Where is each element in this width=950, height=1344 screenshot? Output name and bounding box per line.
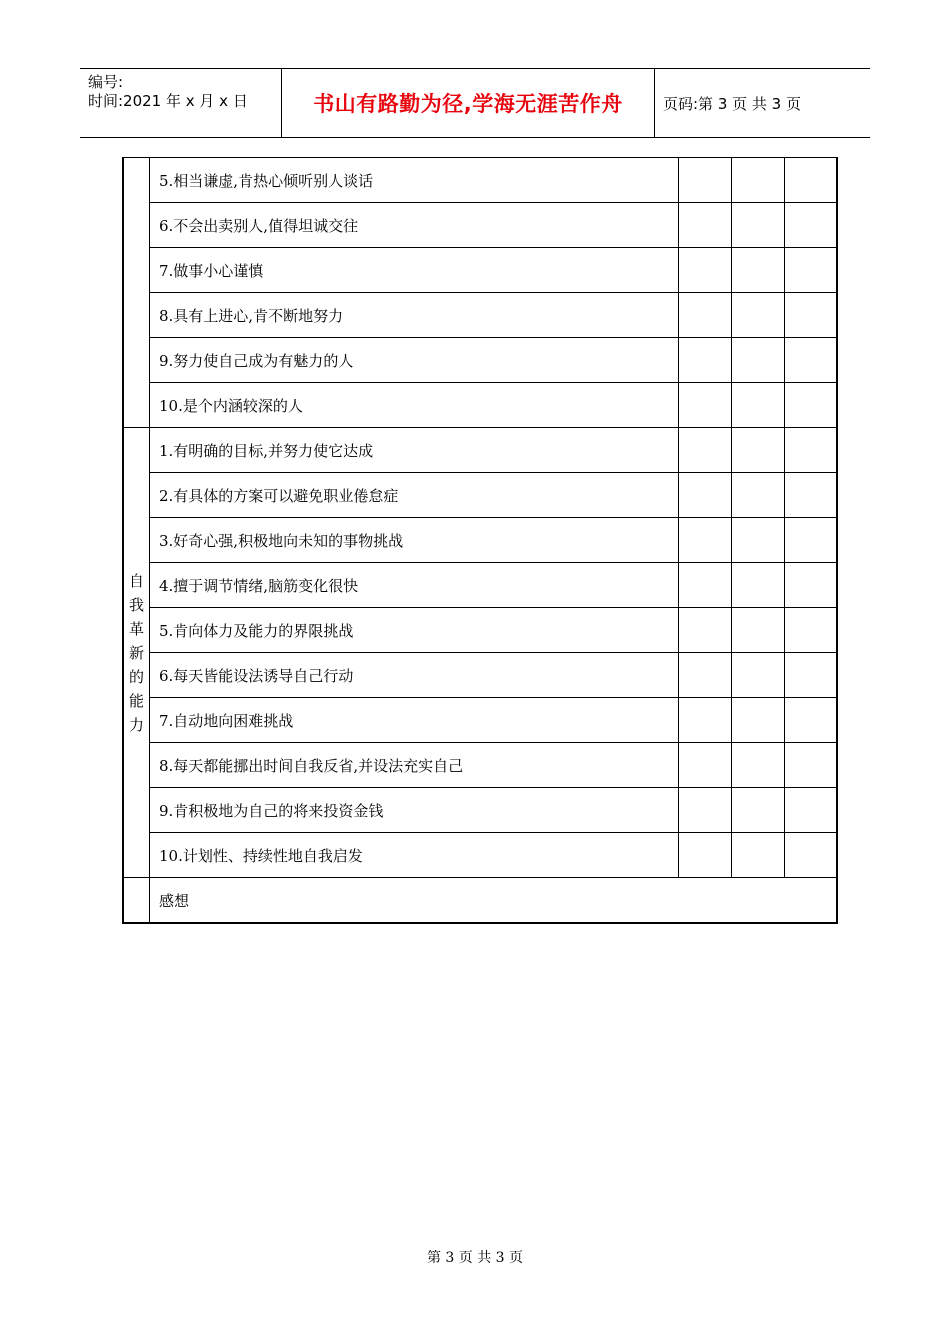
section2-category-cell (123, 428, 150, 878)
score-cell[interactable] (785, 833, 838, 878)
score-cell[interactable] (732, 203, 785, 248)
score-cell[interactable] (732, 248, 785, 293)
score-cell[interactable] (679, 743, 732, 788)
score-cell[interactable] (732, 608, 785, 653)
score-cell[interactable] (679, 563, 732, 608)
table-row (123, 563, 837, 608)
table-row (123, 203, 837, 248)
item-text: 5.相当谦虚,肯热心倾听别人谈话 (150, 158, 679, 203)
score-cell[interactable] (679, 293, 732, 338)
item-text: 10.是个内涵较深的人 (150, 383, 679, 428)
score-cell[interactable] (785, 158, 838, 203)
item-text: 9.努力使自己成为有魅力的人 (150, 338, 679, 383)
item-text: 3.好奇心强,积极地向未知的事物挑战 (150, 518, 679, 563)
score-cell[interactable] (732, 158, 785, 203)
item-text: 2.有具体的方案可以避免职业倦怠症 (150, 473, 679, 518)
score-cell[interactable] (732, 563, 785, 608)
document-header (80, 68, 870, 138)
reflection-label[interactable]: 感想 (150, 878, 838, 924)
score-cell[interactable] (732, 518, 785, 563)
score-cell[interactable] (679, 833, 732, 878)
section1-category-cell (123, 158, 150, 428)
item-text: 5.肯向体力及能力的界限挑战 (150, 608, 679, 653)
score-cell[interactable] (732, 743, 785, 788)
score-cell[interactable] (785, 293, 838, 338)
score-cell[interactable] (785, 203, 838, 248)
table-row (123, 248, 837, 293)
score-cell[interactable] (732, 293, 785, 338)
item-text: 9.肯积极地为自己的将来投资金钱 (150, 788, 679, 833)
category-label: 自我革新的能力 (128, 571, 144, 734)
score-cell[interactable] (679, 518, 732, 563)
score-cell[interactable] (679, 788, 732, 833)
score-cell[interactable] (732, 473, 785, 518)
table-row (123, 383, 837, 428)
table-row (123, 608, 837, 653)
item-text: 7.自动地向困难挑战 (150, 698, 679, 743)
score-cell[interactable] (732, 788, 785, 833)
item-text: 1.有明确的目标,并努力使它达成 (150, 428, 679, 473)
table-row (123, 518, 837, 563)
table-row (123, 653, 837, 698)
score-cell[interactable] (679, 338, 732, 383)
score-cell[interactable] (679, 383, 732, 428)
score-cell[interactable] (732, 338, 785, 383)
item-text: 6.不会出卖别人,值得坦诚交往 (150, 203, 679, 248)
item-text: 8.具有上进心,肯不断地努力 (150, 293, 679, 338)
reflection-category-cell (123, 878, 150, 924)
score-cell[interactable] (785, 743, 838, 788)
table-row (123, 473, 837, 518)
score-cell[interactable] (785, 788, 838, 833)
table-row (123, 833, 837, 878)
score-cell[interactable] (679, 698, 732, 743)
table-row (123, 743, 837, 788)
score-cell[interactable] (732, 833, 785, 878)
score-cell[interactable] (785, 518, 838, 563)
score-cell[interactable] (732, 653, 785, 698)
item-text: 7.做事小心谨慎 (150, 248, 679, 293)
score-cell[interactable] (679, 653, 732, 698)
table-row (123, 293, 837, 338)
score-cell[interactable] (785, 698, 838, 743)
doc-number-label: 编号: (88, 73, 124, 91)
table-row (123, 698, 837, 743)
table-row (123, 338, 837, 383)
table-row (123, 428, 837, 473)
item-text: 10.计划性、持续性地自我启发 (150, 833, 679, 878)
item-text: 8.每天都能挪出时间自我反省,并设法充实自己 (150, 743, 679, 788)
score-cell[interactable] (785, 383, 838, 428)
score-cell[interactable] (679, 473, 732, 518)
header-meta (80, 69, 282, 137)
score-cell[interactable] (785, 248, 838, 293)
score-cell[interactable] (679, 428, 732, 473)
score-cell[interactable] (732, 698, 785, 743)
score-cell[interactable] (785, 608, 838, 653)
item-text: 6.每天皆能设法诱导自己行动 (150, 653, 679, 698)
doc-time-label: 时间:2021 年 x 月 x 日 (88, 92, 248, 110)
score-cell[interactable] (785, 338, 838, 383)
assessment-table (122, 157, 838, 924)
score-cell[interactable] (679, 158, 732, 203)
score-cell[interactable] (785, 473, 838, 518)
page-footer: 第 3 页 共 3 页 (426, 1250, 524, 1266)
table-row (123, 788, 837, 833)
score-cell[interactable] (679, 248, 732, 293)
score-cell[interactable] (785, 653, 838, 698)
table-row (123, 158, 837, 203)
header-motto: 书山有路勤为径,学海无涯苦作舟 (282, 69, 655, 137)
score-cell[interactable] (785, 563, 838, 608)
score-cell[interactable] (679, 203, 732, 248)
header-page-label: 页码:第 3 页 共 3 页 (663, 94, 801, 113)
score-cell[interactable] (732, 428, 785, 473)
item-text: 4.擅于调节情绪,脑筋变化很快 (150, 563, 679, 608)
table-row (123, 878, 837, 924)
score-cell[interactable] (732, 383, 785, 428)
score-cell[interactable] (679, 608, 732, 653)
score-cell[interactable] (785, 428, 838, 473)
